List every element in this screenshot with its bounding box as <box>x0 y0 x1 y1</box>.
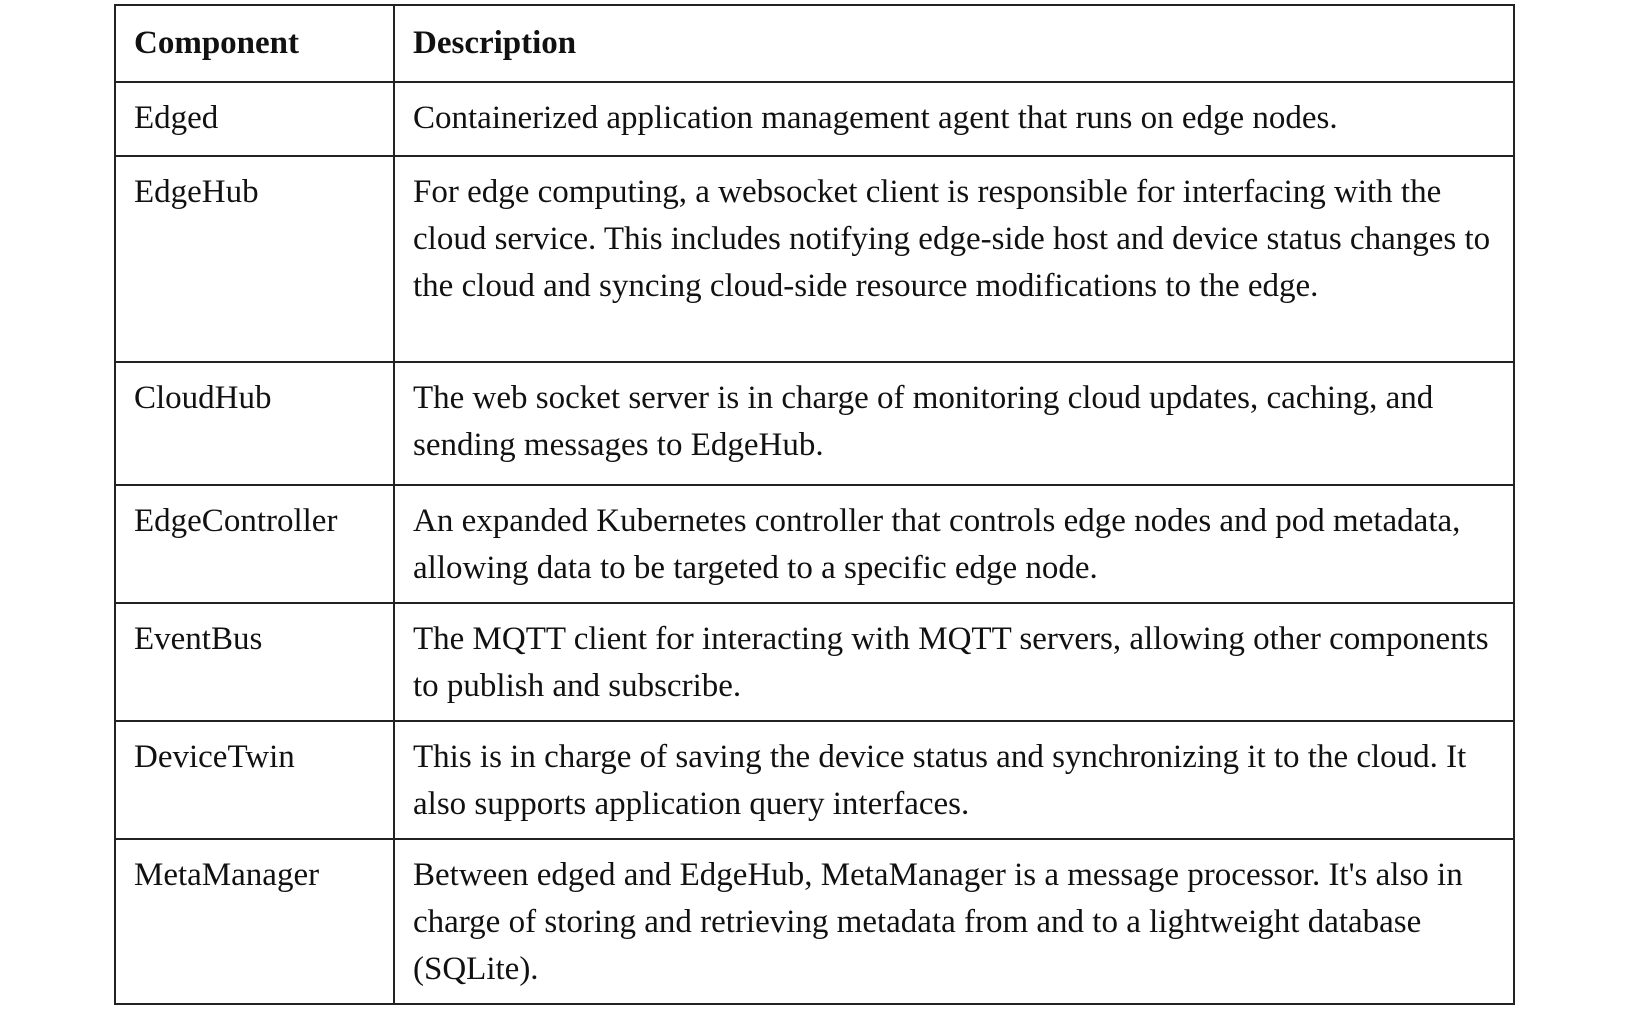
component-cell: EdgeHub <box>115 156 394 362</box>
table-row <box>115 362 1514 485</box>
description-cell: Containerized application management agent that runs on edge nodes. <box>394 82 1514 156</box>
components-table <box>114 4 1515 1005</box>
component-cell: DeviceTwin <box>115 721 394 839</box>
table-row <box>115 721 1514 839</box>
component-cell: EventBus <box>115 603 394 721</box>
description-cell: The web socket server is in charge of monitoring cloud updates, caching, and sending messages to EdgeHub. <box>394 362 1514 485</box>
table-row <box>115 156 1514 362</box>
table-row <box>115 839 1514 1004</box>
header-description: Description <box>394 5 1514 82</box>
description-cell: Between edged and EdgeHub, MetaManager is a message processor. It's also in charge of storing and retrieving metadata from and to a lightweight database (SQLite). <box>394 839 1514 1004</box>
table-row <box>115 82 1514 156</box>
description-cell: An expanded Kubernetes controller that controls edge nodes and pod metadata, allowing data to be targeted to a specific edge node. <box>394 485 1514 603</box>
table-row <box>115 603 1514 721</box>
component-cell: CloudHub <box>115 362 394 485</box>
description-cell: For edge computing, a websocket client is responsible for interfacing with the cloud service. This includes notifying edge-side host and device status changes to the cloud and syncing cloud-side resource modifications to the edge. <box>394 156 1514 362</box>
description-cell: The MQTT client for interacting with MQTT servers, allowing other components to publish and subscribe. <box>394 603 1514 721</box>
component-cell: Edged <box>115 82 394 156</box>
component-cell: EdgeController <box>115 485 394 603</box>
table-header-row <box>115 5 1514 82</box>
component-cell: MetaManager <box>115 839 394 1004</box>
description-cell: This is in charge of saving the device status and synchronizing it to the cloud. It also supports application query interfaces. <box>394 721 1514 839</box>
table-row <box>115 485 1514 603</box>
header-component: Component <box>115 5 394 82</box>
